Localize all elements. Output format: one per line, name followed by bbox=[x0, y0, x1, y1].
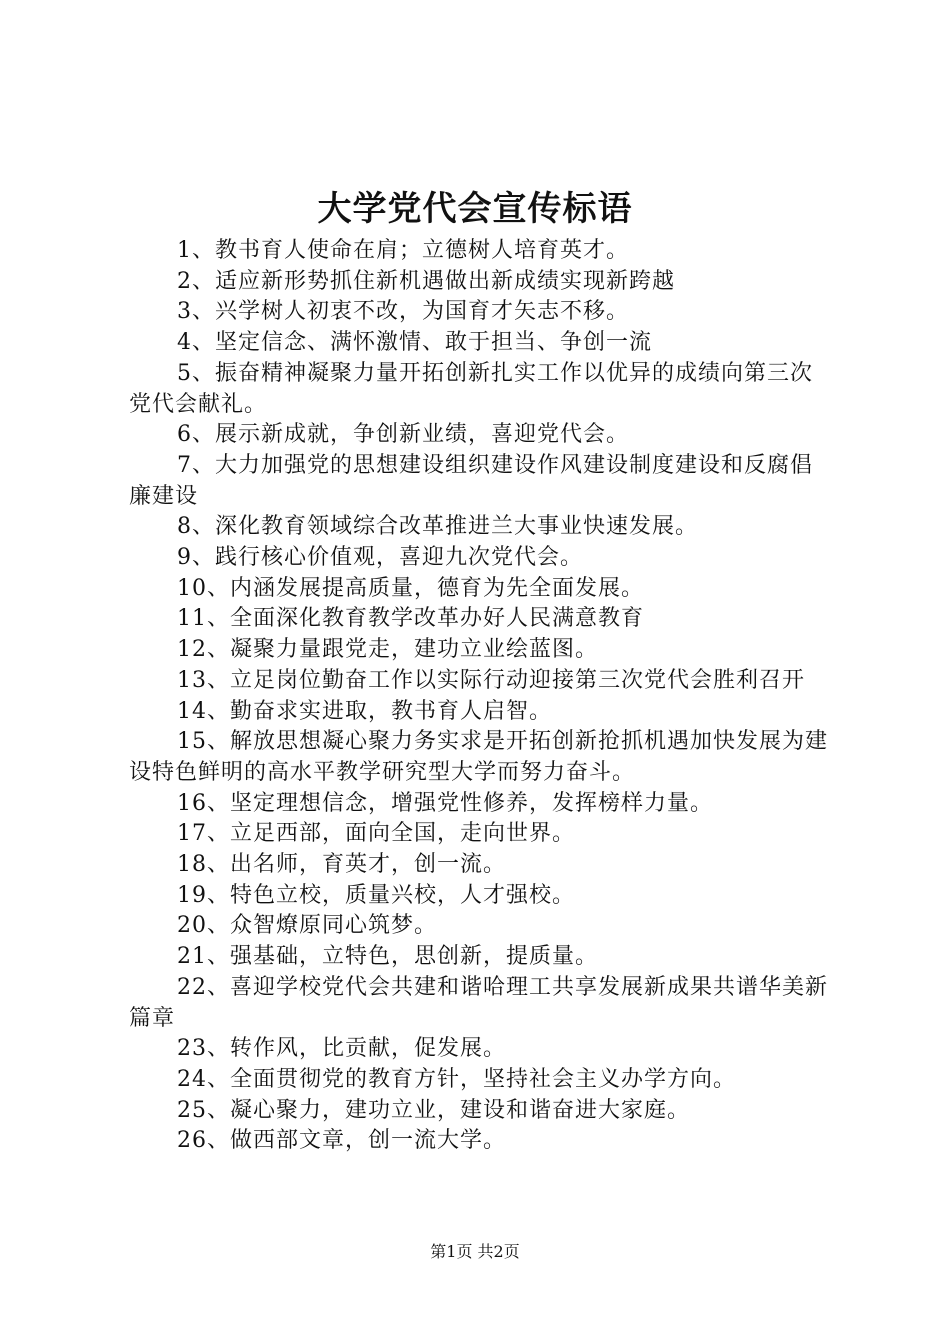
slogan-item: 20、众智燎原同心筑梦。 bbox=[177, 913, 437, 939]
slogan-item: 22、喜迎学校党代会共建和谐哈理工共享发展新成果共谱华美新篇章 bbox=[129, 974, 828, 1031]
slogan-item: 13、立足岗位勤奋工作以实际行动迎接第三次党代会胜利召开 bbox=[177, 667, 805, 693]
slogan-item: 9、践行核心价值观，喜迎九次党代会。 bbox=[177, 545, 583, 571]
slogan-item: 26、做西部文章，创一流大学。 bbox=[177, 1128, 506, 1154]
slogan-item: 4、坚定信念、满怀激情、敢于担当、争创一流 bbox=[177, 330, 652, 356]
slogan-item: 18、出名师，育英才，创一流。 bbox=[177, 852, 506, 878]
slogan-item: 25、凝心聚力，建功立业，建设和谐奋进大家庭。 bbox=[177, 1097, 690, 1123]
slogan-item: 2、适应新形势抓住新机遇做出新成绩实现新跨越 bbox=[177, 268, 675, 294]
slogan-item: 10、内涵发展提高质量，德育为先全面发展。 bbox=[177, 575, 644, 601]
slogan-item: 16、坚定理想信念，增强党性修养，发挥榜样力量。 bbox=[177, 790, 713, 816]
slogan-item: 11、全面深化教育教学改革办好人民满意教育 bbox=[177, 606, 644, 632]
slogan-item: 15、解放思想凝心聚力务实求是开拓创新抢抓机遇加快发展为建设特色鲜明的高水平教学研究型大学而努力奋斗。 bbox=[129, 729, 828, 785]
slogan-item: 24、全面贯彻党的教育方针，坚持社会主义办学方向。 bbox=[177, 1066, 736, 1092]
slogan-item: 5、振奋精神凝聚力量开拓创新扎实工作以优异的成绩向第三次党代会献礼。 bbox=[129, 360, 813, 417]
document-title: 大学党代会宣传标语 bbox=[317, 189, 633, 229]
slogan-item: 19、特色立校，质量兴校，人才强校。 bbox=[177, 882, 575, 908]
slogan-list bbox=[129, 236, 833, 1157]
slogan-item: 23、转作风，比贡献，促发展。 bbox=[177, 1036, 506, 1062]
slogan-item: 6、展示新成就，争创新业绩，喜迎党代会。 bbox=[177, 422, 629, 448]
slogan-item: 14、勤奋求实进取，教书育人启智。 bbox=[177, 698, 552, 724]
slogan-item: 12、凝聚力量跟党走，建功立业绘蓝图。 bbox=[177, 637, 598, 663]
slogan-item: 8、深化教育领域综合改革推进兰大事业快速发展。 bbox=[177, 514, 698, 540]
slogan-item: 17、立足西部，面向全国，走向世界。 bbox=[177, 821, 575, 847]
slogan-item: 3、兴学树人初衷不改，为国育才矢志不移。 bbox=[177, 299, 629, 325]
slogan-item: 21、强基础，立特色，思创新，提质量。 bbox=[177, 944, 598, 970]
slogan-item: 1、教书育人使命在肩；立德树人培育英才。 bbox=[177, 238, 629, 263]
page-footer: 第1页 共2页 bbox=[430, 1242, 520, 1261]
slogan-item: 7、大力加强党的思想建设组织建设作风建设制度建设和反腐倡廉建设 bbox=[129, 452, 813, 509]
